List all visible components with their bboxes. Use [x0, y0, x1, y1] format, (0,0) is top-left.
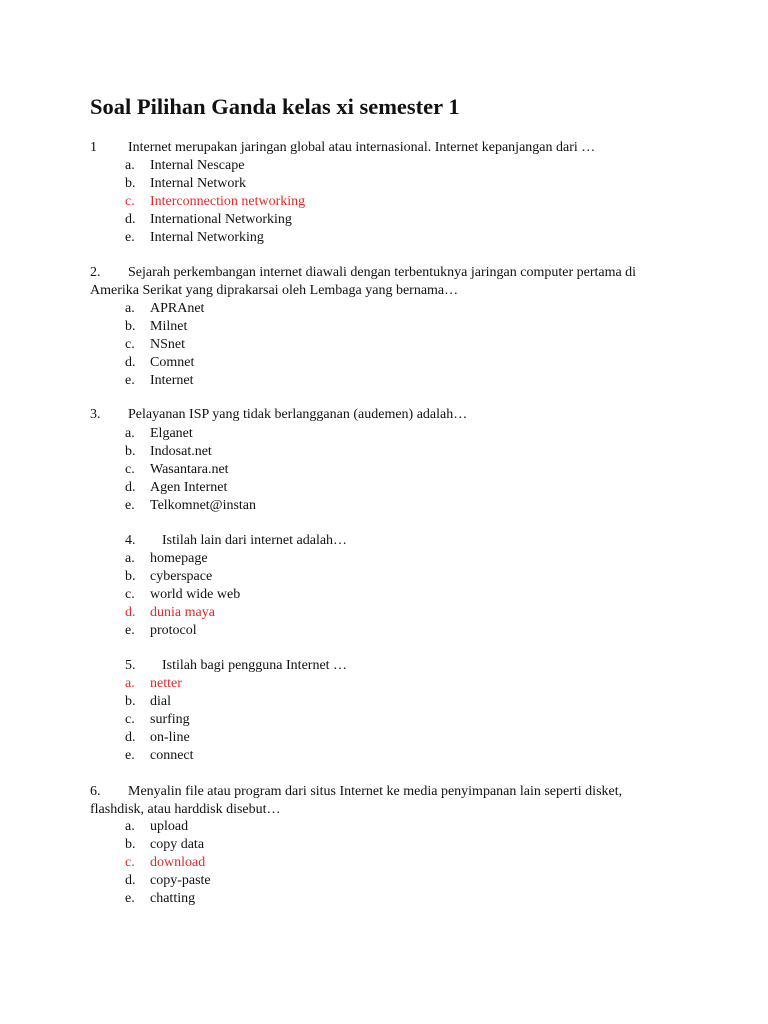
- option-letter: c.: [125, 337, 135, 352]
- question-text: Internet merupakan jaringan global atau internasional. Internet kepanjangan dari …: [128, 140, 596, 155]
- option-letter: b.: [125, 319, 136, 334]
- question-text: Sejarah perkembangan internet diawali dengan terbentuknya jaringan computer pertama di: [128, 265, 637, 280]
- option-text: Internal Networking: [150, 230, 264, 245]
- option-text: dial: [150, 694, 171, 709]
- option-text: Milnet: [150, 319, 188, 334]
- option-text: on-line: [150, 730, 190, 745]
- option-letter: a.: [125, 426, 135, 441]
- option-letter: c.: [125, 194, 135, 209]
- option-text: APRAnet: [150, 301, 205, 316]
- option-letter: e.: [125, 373, 135, 388]
- option-text: Agen Internet: [150, 480, 228, 495]
- option-text: Wasantara.net: [150, 462, 229, 477]
- option-letter: b.: [125, 444, 136, 459]
- question-text: Istilah lain dari internet adalah…: [162, 533, 348, 548]
- question-number: 4.: [125, 533, 136, 548]
- option-letter: d.: [125, 480, 136, 495]
- option-letter: b.: [125, 837, 136, 852]
- option-letter: d.: [125, 730, 136, 745]
- option-text: Internet: [150, 373, 194, 388]
- option-text: copy data: [150, 837, 205, 852]
- option-text: cyberspace: [150, 569, 213, 584]
- option-text: Telkomnet@instan: [150, 498, 257, 513]
- option-text: copy-paste: [150, 873, 211, 888]
- option-text: connect: [150, 748, 194, 763]
- option-text: Elganet: [150, 426, 193, 441]
- option-text: Internal Network: [150, 176, 247, 191]
- option-letter: a.: [125, 301, 135, 316]
- option-letter: b.: [125, 176, 136, 191]
- option-text-answer: netter: [150, 676, 182, 691]
- question-number: 6.: [90, 784, 101, 799]
- option-text: International Networking: [150, 212, 292, 227]
- question-text: Istilah bagi pengguna Internet …: [162, 658, 348, 673]
- option-text: Comnet: [150, 355, 195, 370]
- option-letter: b.: [125, 569, 136, 584]
- question-text-continued: Amerika Serikat yang diprakarsai oleh Lembaga yang bernama…: [90, 283, 459, 298]
- option-text: surfing: [150, 712, 190, 727]
- question-text: Menyalin file atau program dari situs Internet ke media penyimpanan lain seperti disket,: [128, 784, 623, 799]
- option-text-answer: download: [150, 855, 206, 870]
- option-text: homepage: [150, 551, 208, 566]
- option-letter: d.: [125, 605, 136, 620]
- question-text: Pelayanan ISP yang tidak berlangganan (audemen) adalah…: [128, 407, 468, 422]
- option-letter: a.: [125, 158, 135, 173]
- option-text-answer: Interconnection networking: [150, 194, 306, 209]
- option-letter: b.: [125, 694, 136, 709]
- option-letter: e.: [125, 623, 135, 638]
- question-number: 3.: [90, 407, 101, 422]
- document-title: Soal Pilihan Ganda kelas xi semester 1: [90, 94, 460, 119]
- option-text: chatting: [150, 891, 196, 906]
- option-letter: c.: [125, 855, 135, 870]
- option-letter: d.: [125, 873, 136, 888]
- option-text: world wide web: [150, 587, 241, 602]
- option-letter: a.: [125, 551, 135, 566]
- question-text-continued: flashdisk, atau harddisk disebut…: [90, 802, 281, 817]
- option-letter: c.: [125, 587, 135, 602]
- option-letter: d.: [125, 212, 136, 227]
- question-number: 1: [90, 140, 97, 155]
- option-letter: c.: [125, 462, 135, 477]
- option-text: Indosat.net: [150, 444, 212, 459]
- option-text: protocol: [150, 623, 197, 638]
- option-text: Internal Nescape: [150, 158, 245, 173]
- option-letter: e.: [125, 230, 135, 245]
- option-letter: a.: [125, 819, 135, 834]
- option-letter: e.: [125, 891, 135, 906]
- option-text: upload: [150, 819, 189, 834]
- option-letter: a.: [125, 676, 135, 691]
- option-letter: d.: [125, 355, 136, 370]
- option-letter: e.: [125, 748, 135, 763]
- option-text-answer: dunia maya: [150, 605, 215, 620]
- question-number: 5.: [125, 658, 136, 673]
- question-number: 2.: [90, 265, 101, 280]
- option-text: NSnet: [150, 337, 185, 352]
- option-letter: c.: [125, 712, 135, 727]
- option-letter: e.: [125, 498, 135, 513]
